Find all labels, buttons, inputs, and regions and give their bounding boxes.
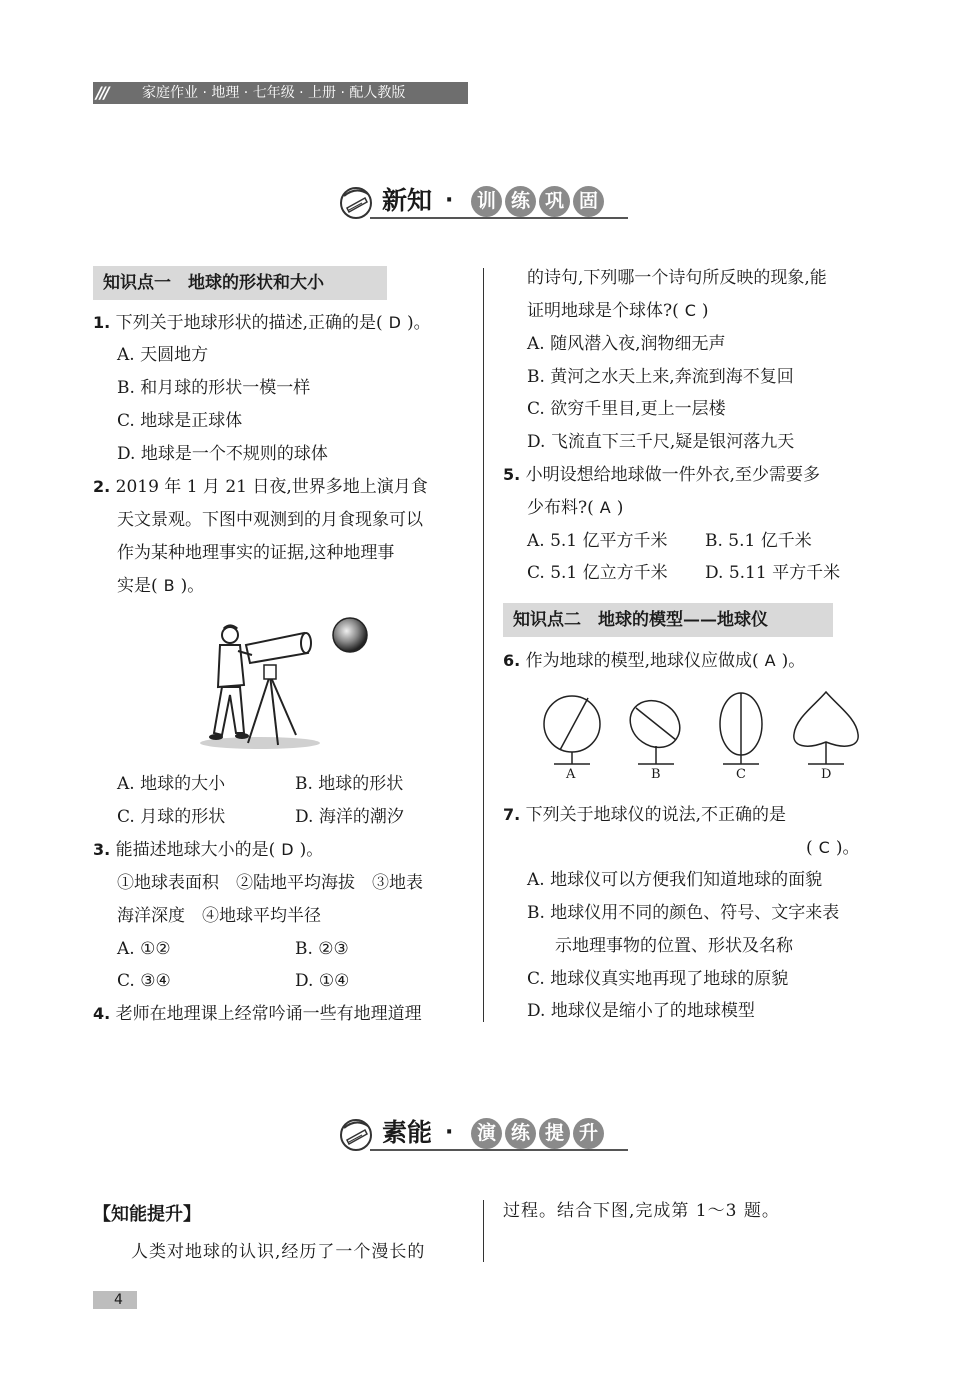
q1-option-a: A. 天圆地方: [117, 345, 209, 365]
q2-option-c: C. 月球的形状: [117, 807, 226, 827]
question-7-stem: 7. 下列关于地球仪的说法,不正确的是: [503, 805, 787, 825]
bottom-right-text: 过程。结合下图,完成第 1～3 题。: [503, 1201, 780, 1221]
section1-underline: [370, 217, 628, 219]
section1-char-4: 固: [573, 186, 604, 217]
ability-heading: 【知能提升】: [93, 1204, 201, 1225]
q3-option-c: C. ③④: [117, 971, 171, 991]
section2-char-3: 提: [539, 1118, 570, 1149]
globe-label-c: C: [736, 767, 746, 782]
q3-items-line-1: ①地球表面积 ②陆地平均海拔 ③地表: [117, 873, 423, 893]
question-number: 3.: [93, 840, 111, 859]
answer: D: [281, 840, 294, 859]
column-divider: [483, 268, 484, 1022]
pencil-book-icon: [338, 184, 374, 220]
bottom-left-text: 人类对地球的认识,经历了一个漫长的: [131, 1242, 426, 1262]
globe-label-d: D: [821, 767, 832, 782]
section2-char-2: 练: [505, 1118, 536, 1149]
q5-option-b: B. 5.1 亿千米: [705, 531, 812, 551]
q7-option-a: A. 地球仪可以方便我们知道地球的面貌: [527, 870, 823, 890]
lunar-eclipse-illustration: [200, 615, 380, 750]
answer: C: [818, 838, 830, 857]
q4-option-d: D. 飞流直下三千尺,疑是银河落九天: [527, 432, 795, 452]
q5-option-a: A. 5.1 亿平方千米: [527, 531, 668, 551]
section2-title: 素能: [382, 1118, 433, 1147]
question-number: 7.: [503, 805, 521, 824]
pencil-book-icon: [338, 1116, 374, 1152]
section2-underline: [370, 1149, 628, 1151]
section2-banner: [338, 1116, 374, 1156]
section1-char-2: 练: [505, 186, 536, 217]
question-7-answer: ( C )。: [806, 838, 860, 858]
q7-option-c: C. 地球仪真实地再现了地球的原貌: [527, 969, 789, 989]
question-3-stem: 3. 能描述地球大小的是( D )。: [93, 840, 324, 860]
globe-shape-d: [794, 692, 858, 764]
question-5-line-2: 少布料?( A ): [527, 498, 624, 518]
knowledge-point-1-heading: 知识点一 地球的形状和大小: [93, 266, 387, 300]
question-2-line-4: 实是( B )。: [117, 576, 205, 596]
globe-shape-b: [621, 691, 689, 764]
answer: D: [388, 313, 401, 332]
bottom-column-divider: [483, 1200, 484, 1262]
q4-option-a: A. 随风潜入夜,润物细无声: [527, 334, 726, 354]
question-number: 6.: [503, 651, 521, 670]
question-number: 2.: [93, 477, 111, 496]
section1-char-1: 训: [471, 186, 502, 217]
question-1-stem: 1. 下列关于地球形状的描述,正确的是( D )。: [93, 313, 431, 333]
q7-option-b-cont: 示地理事物的位置、形状及名称: [555, 936, 793, 956]
header-title: 家庭作业 · 地理 · 七年级 · 上册 · 配人教版: [142, 85, 406, 101]
globe-label-a: A: [566, 767, 576, 782]
q3-option-d: D. ①④: [295, 971, 350, 991]
question-number: 5.: [503, 465, 521, 484]
globe-shape-a: [544, 696, 600, 764]
q3-items-line-2: 海洋深度 ④地球平均半径: [117, 906, 321, 926]
question-6-stem: 6. 作为地球的模型,地球仪应做成( A )。: [503, 651, 806, 671]
q1-option-b: B. 和月球的形状一模一样: [117, 378, 311, 398]
q7-option-b: B. 地球仪用不同的颜色、符号、文字来表: [527, 903, 840, 923]
question-5-line-1: 5. 小明设想给地球做一件外衣,至少需要多: [503, 465, 821, 485]
answer: B: [163, 576, 175, 595]
q5-option-d: D. 5.11 平方千米: [705, 563, 841, 583]
q4-option-b: B. 黄河之水天上来,奔流到海不复回: [527, 367, 794, 387]
answer: A: [764, 651, 776, 670]
question-4-line-2: 的诗句,下列哪一个诗句所反映的现象,能: [527, 268, 827, 288]
q2-option-a: A. 地球的大小: [117, 774, 226, 794]
q1-option-d: D. 地球是一个不规则的球体: [117, 444, 328, 464]
question-4-line-3: 证明地球是个球体?( C ): [527, 301, 709, 321]
q7-option-d: D. 地球仪是缩小了的地球模型: [527, 1001, 755, 1021]
question-2-line-2: 天文景观。下图中观测到的月食现象可以: [117, 510, 423, 530]
section1-char-3: 巩: [539, 186, 570, 217]
header-slashes: ///: [96, 83, 108, 102]
q4-option-c: C. 欲穷千里目,更上一层楼: [527, 399, 726, 419]
answer: A: [599, 498, 611, 517]
question-2-line-3: 作为某种地理事实的证据,这种地理事: [117, 543, 395, 563]
globe-label-b: B: [651, 767, 661, 782]
q3-option-a: A. ①②: [117, 939, 171, 959]
q3-option-b: B. ②③: [295, 939, 349, 959]
section1-banner: [338, 184, 374, 224]
knowledge-point-2-heading: 知识点二 地球的模型——地球仪: [503, 603, 833, 637]
section2-char-4: 升: [573, 1118, 604, 1149]
globe-shapes-figure: [530, 688, 870, 788]
section2-dot: ·: [445, 1120, 454, 1145]
question-number: 1.: [93, 313, 111, 332]
question-2-line-1: 2. 2019 年 1 月 21 日夜,世界多地上演月食: [93, 477, 428, 497]
globe-shape-c: [720, 693, 762, 764]
q5-option-c: C. 5.1 亿立方千米: [527, 563, 668, 583]
question-4-line-1: 4. 老师在地理课上经常吟诵一些有地理道理: [93, 1004, 422, 1024]
page-number: 4: [114, 1292, 123, 1308]
q1-option-c: C. 地球是正球体: [117, 411, 243, 431]
q2-option-b: B. 地球的形状: [295, 774, 404, 794]
answer: C: [684, 301, 696, 320]
section1-dot: ·: [445, 188, 454, 213]
section2-char-1: 演: [471, 1118, 502, 1149]
q2-option-d: D. 海洋的潮汐: [295, 807, 404, 827]
question-number: 4.: [93, 1004, 111, 1023]
section1-title: 新知: [382, 186, 433, 215]
